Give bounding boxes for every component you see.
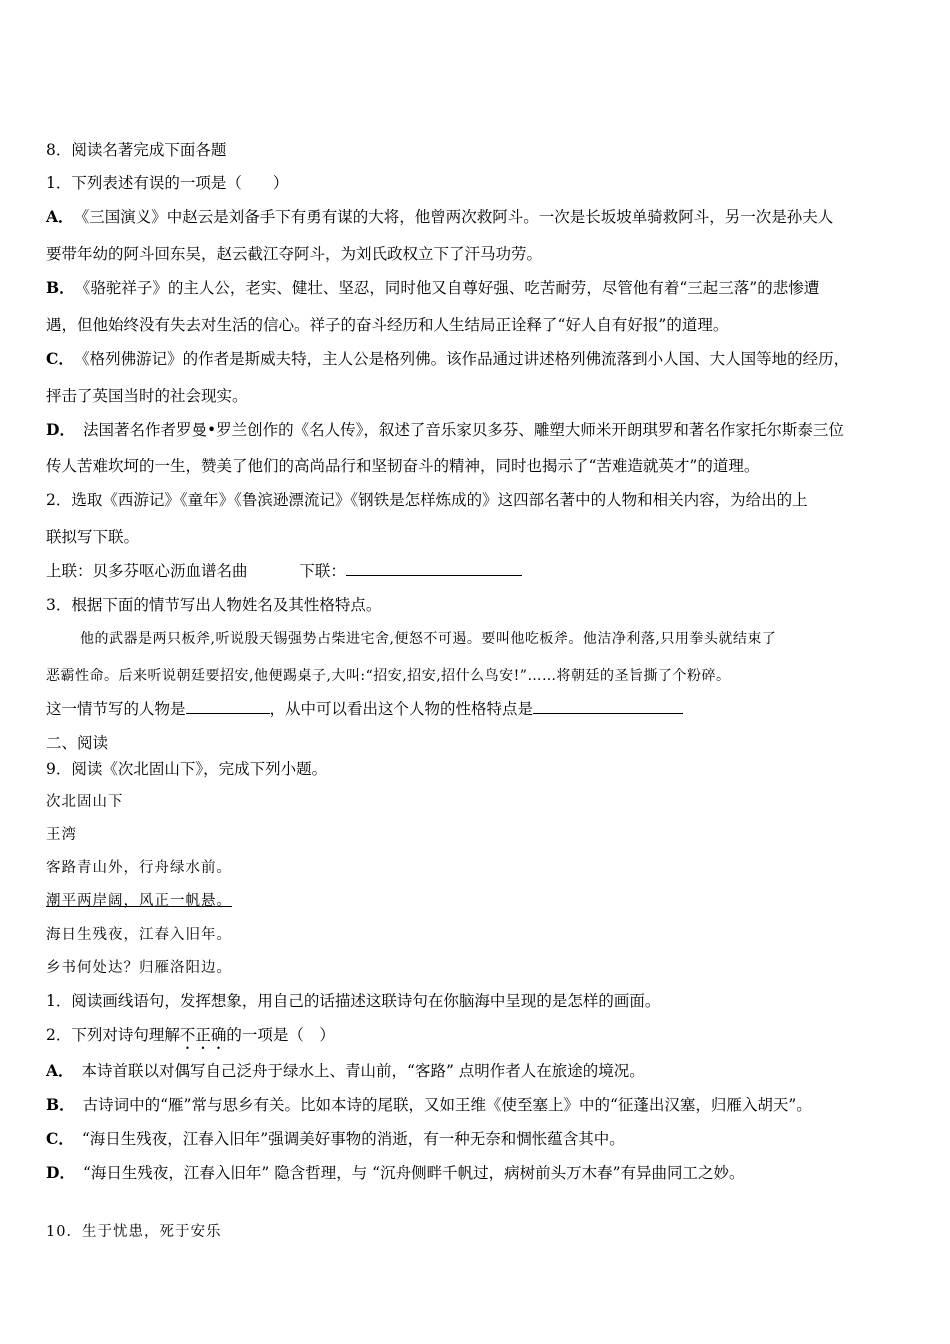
option-text: 《三国演义》中赵云是刘备手下有勇有谋的大将，他曾两次救阿斗。一次是长坂坡单骑救阿斗，另一次是孙夫人 [81,208,834,226]
q9-title: 9．阅读《次北固山下》，完成下列小题。 [46,760,328,778]
q9-sub2-stem [46,1025,335,1053]
emphasized-word: 不正确 [179,1026,227,1044]
q8-option-d-line1 [46,420,844,440]
option-label: D． [46,420,75,439]
poem-author: 王湾 [46,827,77,843]
option-text: 《格列佛游记》的作者是斯威夫特，主人公是格列佛。该作品通过讲述格列佛流落到小人国、大人国等地的经历， [81,350,850,368]
q8-option-b-line2: 遇，但他始终没有失去对生活的信心。祥子的奋斗经历和人生结局正诠释了“好人自有好报”的道理。 [46,316,729,334]
underlined-verse: 潮平两岸阔，风正一帆悬。 [46,893,232,909]
poem-line-4: 乡书何处达？归雁洛阳边。 [46,960,232,976]
couplet-row [46,561,522,581]
q9-option-d [46,1163,745,1183]
option-label: C． [46,349,74,368]
passage-line2: 恶霸性命。后来听说朝廷要招安,他便踢桌子,大叫:“招安,招安,招什么鸟安!”……将朝廷的圣旨撕了个粉碎。 [46,668,731,684]
passage-line1: 他的武器是两只板斧,听说殷天锡强势占柴进宅舍,便怒不可遏。要叫他吃板斧。他洁净利落,只用拳头就结束了 [80,631,777,647]
stem-part: 2．下列对诗句理解 [46,1026,180,1044]
lower-couplet-blank[interactable] [346,561,522,576]
lower-couplet-label: 下联： [299,562,346,580]
option-text: 法国著名作者罗曼•罗兰创作的《名人传》，叙述了音乐家贝多芬、雕塑大师米开朗琪罗和著名作家托尔斯泰三位 [82,421,844,439]
q8-option-a-line2: 要带年幼的阿斗回东吴，赵云截江夺阿斗，为刘氏政权立下了汗马功劳。 [46,245,543,263]
q8-option-c-line2: 抨击了英国当时的社会现实。 [46,387,248,405]
q9-option-c [46,1129,625,1149]
option-text: 《骆驼祥子》的主人公，老实、健壮、坚忍，同时他又自尊好强、吃苦耐劳，尽管他有着“三起三落”的悲惨遭 [82,279,820,297]
character-trait-blank[interactable] [533,699,683,714]
poem-line-1: 客路青山外，行舟绿水前。 [46,860,232,876]
option-label: A． [46,1061,74,1080]
section-heading: 二、阅读 [46,734,109,752]
q8-sub2-stem-line1: 2．选取《西游记》《童年》《鲁滨逊漂流记》《钢铁是怎样炼成的》这四部名著中的人物和相关内容，为给出的上 [46,491,808,509]
option-text: “海日生残夜，江春入旧年”强调美好事物的消逝，有一种无奈和惆怅蕴含其中。 [81,1130,625,1148]
q8-option-d-line2: 传人苦难坎坷的一生，赞美了他们的高尚品行和坚韧奋斗的精神，同时也揭示了“苦难造就英才”的道理。 [46,457,760,475]
poem-title: 次北固山下 [46,794,124,810]
poem-line-2-underlined [46,891,232,911]
q10-title: 10．生于忧患，死于安乐 [46,1224,222,1240]
option-label: C． [46,1129,74,1148]
q8-sub3-answer [46,699,683,719]
stem-part: 的一项是（ ） [226,1026,335,1044]
q8-title: 8．阅读名著完成下面各题 [46,141,227,159]
option-label: B． [46,1095,75,1114]
option-label: D． [46,1163,75,1182]
q8-sub3-stem: 3．根据下面的情节写出人物姓名及其性格特点。 [46,596,382,614]
upper-couplet: 上联：贝多芬呕心沥血谱名曲 [46,562,248,580]
option-text: “海日生残夜，江春入旧年” 隐含哲理，与 “沉舟侧畔千帆过，病树前头万木春”有异曲同工之妙。 [82,1164,745,1182]
q8-sub1-stem: 1．下列表述有误的一项是（ ） [46,174,289,192]
answer-prompt-trait: ，从中可以看出这个人物的性格特点是 [269,700,534,718]
poem-line-3: 海日生残夜，江春入旧年。 [46,927,232,943]
q8-sub2-stem-line2: 联拟写下联。 [46,528,140,546]
q9-sub1: 1．阅读画线语句，发挥想象，用自己的话描述这联诗句在你脑海中呈现的是怎样的画面。 [46,992,661,1010]
q8-option-b-line1 [46,278,819,298]
option-text: 本诗首联以对偶写自己泛舟于绿水上、青山前，“客路” 点明作者人在旅途的境况。 [81,1062,645,1080]
q9-option-b [46,1095,812,1115]
option-label: A． [46,207,74,226]
q8-option-a-line1 [46,207,833,227]
option-text: 古诗词中的“雁”常与思乡有关。比如本诗的尾联，又如王维《使至塞上》中的“征蓬出汉塞，归雁入胡天”。 [82,1096,812,1114]
character-name-blank[interactable] [186,699,270,714]
q9-option-a [46,1061,645,1081]
answer-prompt-character: 这一情节写的人物是 [46,700,186,718]
option-label: B． [46,278,75,297]
q8-option-c-line1 [46,349,849,369]
